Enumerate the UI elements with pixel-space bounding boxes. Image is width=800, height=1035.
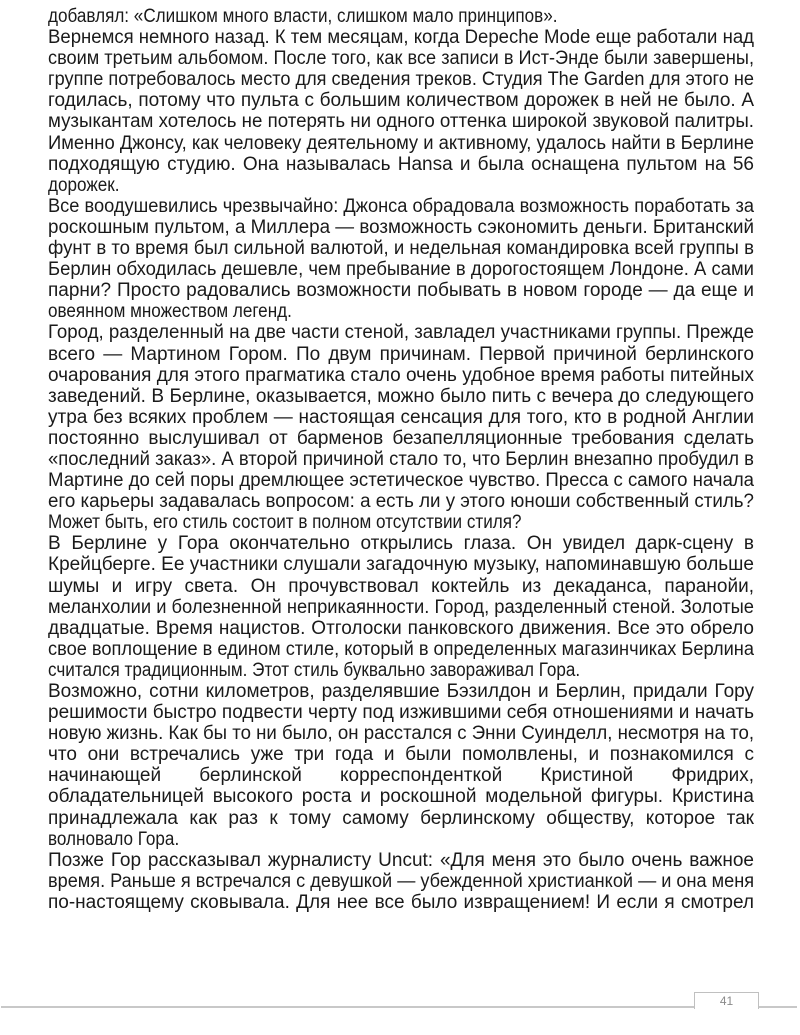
text-line: Все воодушевились чрезвычайно: Джонса обрадовала возможность поработать за	[48, 195, 754, 217]
text-line: своим третьим альбомом. После того, как все записи в Ист-Энде были завершены,	[48, 48, 754, 70]
text-line: постоянно выслушивал от барменов безапелляционные требования сделать	[48, 427, 754, 449]
text-line: добавлял: «Слишком много власти, слишком мало принципов».	[48, 6, 558, 27]
text-line: всего — Мартином Гором. По двум причинам. Первой причиной берлинского	[48, 343, 754, 365]
text-line: подходящую студию. Она называлась Hansa и была оснащена пультом на 56	[48, 153, 754, 175]
text-line: «последний заказ». А второй причиной стало то, что Берлин внезапно пробудил в	[48, 448, 754, 470]
text-line: волновало Гора.	[48, 828, 180, 850]
text-line: обладательницей высокого роста и роскошной модельной фигуры. Кристина	[48, 786, 754, 808]
text-line: Может быть, его стиль состоит в полном отсутствии стиля?	[48, 512, 522, 534]
text-line: время. Раньше я встречался с девушкой — убежденной христианкой — и она меня	[48, 870, 755, 892]
text-line: шумы и игру света. Он прочувствовал коктейль из декаданса, паранойи,	[48, 575, 754, 597]
text-line: двадцатые. Время нацистов. Отголоски панковского движения. Все это обрело	[48, 617, 754, 639]
text-line: свое воплощение в едином стиле, который в определенных магазинчиках Берлина	[48, 638, 754, 660]
text-line: меланхолии и болезненной неприкаянности. Город, разделенный стеной. Золотые	[48, 596, 754, 618]
page-number: 41	[694, 992, 759, 1009]
text-line: Крейцберге. Ее участники слушали загадочную музыку, напоминавшую больше	[48, 554, 754, 576]
text-line: парни? Просто радовались возможности побывать в новом городе — да еще и	[48, 280, 754, 302]
text-line: Именно Джонсу, как человеку деятельному и активному, удалось найти в Берлине	[48, 132, 755, 154]
document-body	[48, 6, 754, 913]
text-line: утра без всяких проблем — настоящая сенсация для того, кто в родной Англии	[48, 406, 754, 428]
text-line: что они встречались уже три года и были помолвлены, и познакомился с	[48, 744, 754, 766]
text-line: его карьеры задавалась вопросом: а есть ли у этого юноши собственный стиль?	[48, 491, 754, 513]
text-line: считался традиционным. Этот стиль буквально завораживал Гора.	[48, 659, 581, 681]
text-line: группе потребовалось место для сведения треков. Студия The Garden для этого не	[48, 69, 755, 91]
text-line: по-настоящему сковывала. Для нее все было извращением! И если я смотрел	[48, 891, 754, 913]
text-line: Возможно, сотни километров, разделявшие Бэзилдон и Берлин, придали Гору	[48, 681, 754, 702]
text-line: Город, разделенный на две части стеной, завладел участниками группы. Прежде	[48, 322, 755, 344]
footer-divider	[1, 1006, 797, 1008]
text-line: фунт в то время был сильной валютой, и недельная командировка всей группы в	[48, 238, 754, 260]
text-line: В Берлине у Гора окончательно открылись глаза. Он увидел дарк-сцену в	[48, 533, 754, 555]
text-line: музыкантам хотелось не потерять ни одного оттенка широкой звуковой палитры.	[48, 111, 754, 133]
text-line: Берлин обходилась дешевле, чем пребывание в дорогостоящем Лондоне. А сами	[48, 259, 754, 281]
text-line: годилась, потому что пульта с большим количеством дорожек в ней не было. А	[48, 90, 754, 112]
text-line: роскошным пультом, а Миллера — возможность сэкономить деньги. Британский	[48, 216, 755, 238]
text-line: Вернемся немного назад. К тем месяцам, когда Depeche Mode еще работали над	[48, 27, 754, 49]
text-line: овеянном множеством легенд.	[48, 301, 292, 323]
text-line: начинающей берлинской корреспонденткой Кристиной Фридрих,	[48, 765, 754, 787]
text-line: дорожек.	[48, 174, 120, 196]
text-line: решимости быстро подвести черту под изжившими себя отношениями и начать	[48, 702, 754, 724]
text-line: очарования для этого прагматика стало очень удобное время работы питейных	[48, 364, 755, 386]
text-line: заведений. В Берлине, оказывается, можно было пить с вечера до следующего	[48, 385, 754, 407]
text-line: новую жизнь. Как бы то ни было, он расстался с Энни Суинделл, несмотря на то,	[48, 723, 755, 745]
text-line: Мартине до сей поры дремлющее эстетическое чувство. Пресса с самого начала	[48, 470, 755, 492]
text-line: Позже Гор рассказывал журналисту Uncut: «Для меня это было очень важное	[48, 849, 754, 871]
text-line: принадлежала как раз к тому самому берлинскому обществу, которое так	[48, 807, 754, 829]
